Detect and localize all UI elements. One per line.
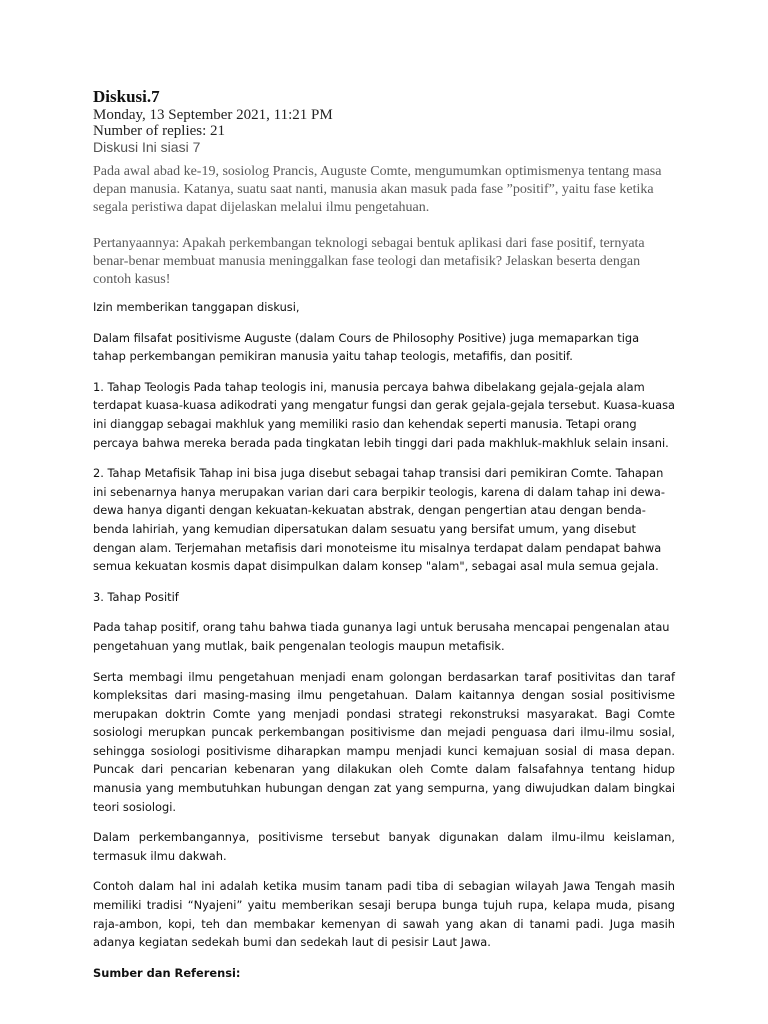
prompt-question: Pertanyaannya: Apakah perkembangan teknologi sebagai bentuk aplikasi dari fase positif, ternyata benar-benar membuat manusia meninggalkan fase teologi dan metafisik? Jelaskan beserta dengan contoh kasus! (93, 236, 645, 287)
reply-body (93, 298, 675, 994)
reply-paragraph: Contoh dalam hal ini adalah ketika musim tanam padi tiba di sebagian wilayah Jawa Tengah masih memiliki tradisi “Nyajeni” yaitu memberikan sesaji berupa bunga tujuh rupa, kelapa muda, pisang raja-ambon, kopi, teh dan membakar kemenyan di sawah yang akan di tanami padi. Juga masih adanya kegiatan sedekah bumi dan sedekah laut di pesisir Laut Jawa. (93, 879, 675, 950)
reply-paragraph: 2. Tahap Metafisik Tahap ini bisa juga disebut sebagai tahap transisi dari pemikiran Comte. Tahapan ini sebenarnya hanya merupakan varian dari cara berpikir teologis, karena di dalam tahap ini dewa-dewa hanya diganti dengan kekuatan-kekuatan abstrak, dengan pengertian atau dengan benda-benda lahiriah, yang kemudian dipersatukan dalam sesuatu yang bersifat umum, yang disebut dengan alam. Terjemahan metafisis dari monoteisme itu misalnya terdapat dalam pendapat bahwa semua kekuatan kosmis dapat disimpulkan dalam konsep "alam", sebagai asal mula semua gejala. (93, 466, 665, 574)
discussion-prompt (93, 163, 663, 289)
post-title: Diskusi.7 (93, 87, 160, 106)
reply-subheading: 3. Tahap Positif (93, 589, 179, 604)
replies-count: Number of replies: 21 (93, 123, 226, 139)
prompt-paragraph: Pada awal abad ke-19, sosiolog Prancis, Auguste Comte, mengumumkan optimismenya tentang masa depan manusia. Katanya, suatu saat nanti, manusia akan masuk pada fase ”positif”, yaitu fase ketika segala peristiwa dapat dijelaskan melalui ilmu pengetahuan. (93, 164, 662, 215)
reply-paragraph: Serta membagi ilmu pengetahuan menjadi enam golongan berdasarkan taraf positivitas dan taraf kompleksitas dari masing-masing ilmu pengetahuan. Dalam kaitannya dengan sosial positivisme merupakan doktrin Comte yang menjadi pondasi strategi rekonstruksi masyarakat. Bagi Comte sosiologi merupkan puncak perkembangan positivisme dan mejadi penguasa dari ilmu-ilmu sosial, sehingga sosiologi positivisme diharapkan mampu menjadi kunci kemajuan sosial di masa depan. Puncak dari pencarian kebenaran yang dilakukan oleh Comte dalam falsafahnya tentang hidup manusia yang membutuhkan hubungan dengan zat yang sempurna, yang diwujudkan dalam bingkai teori sosiologi. (93, 669, 675, 814)
references-heading: Sumber dan Referensi: (93, 965, 241, 980)
reply-paragraph: Dalam filsafat positivisme Auguste (dalam Cours de Philosophy Positive) juga memaparkan tiga tahap perkembangan pemikiran manusia yaitu tahap teologis, metafifis, dan positif. (93, 330, 640, 364)
post-subtitle: Diskusi Ini siasi 7 (93, 139, 201, 155)
reply-paragraph: Pada tahap positif, orang tahu bahwa tiada gunanya lagi untuk berusaha mencapai pengenalan atau pengetahuan yang mutlak, baik pengenalan teologis maupun metafisik. (93, 620, 670, 653)
reply-paragraph: 1. Tahap Teologis Pada tahap teologis ini, manusia percaya bahwa dibelakang gejala-gejala alam terdapat kuasa-kuasa adikodrati yang mengatur fungsi dan gerak gejala-gejala tersebut. Kuasa-kuasa ini dianggap sebagai makhluk yang memiliki rasio dan kehendak seperti manusia. Tetapi orang percaya bahwa mereka berada pada tingkatan lebih tinggi dari pada makhluk-makhluk selain insani. (93, 379, 676, 450)
post-date: Monday, 13 September 2021, 11:21 PM (93, 107, 333, 123)
reply-greeting: Izin memberikan tanggapan diskusi, (93, 300, 300, 314)
reply-paragraph: Dalam perkembangannya, positivisme tersebut banyak digunakan dalam ilmu-ilmu keislaman, termasuk ilmu dakwah. (93, 830, 675, 863)
post-header (93, 87, 693, 156)
